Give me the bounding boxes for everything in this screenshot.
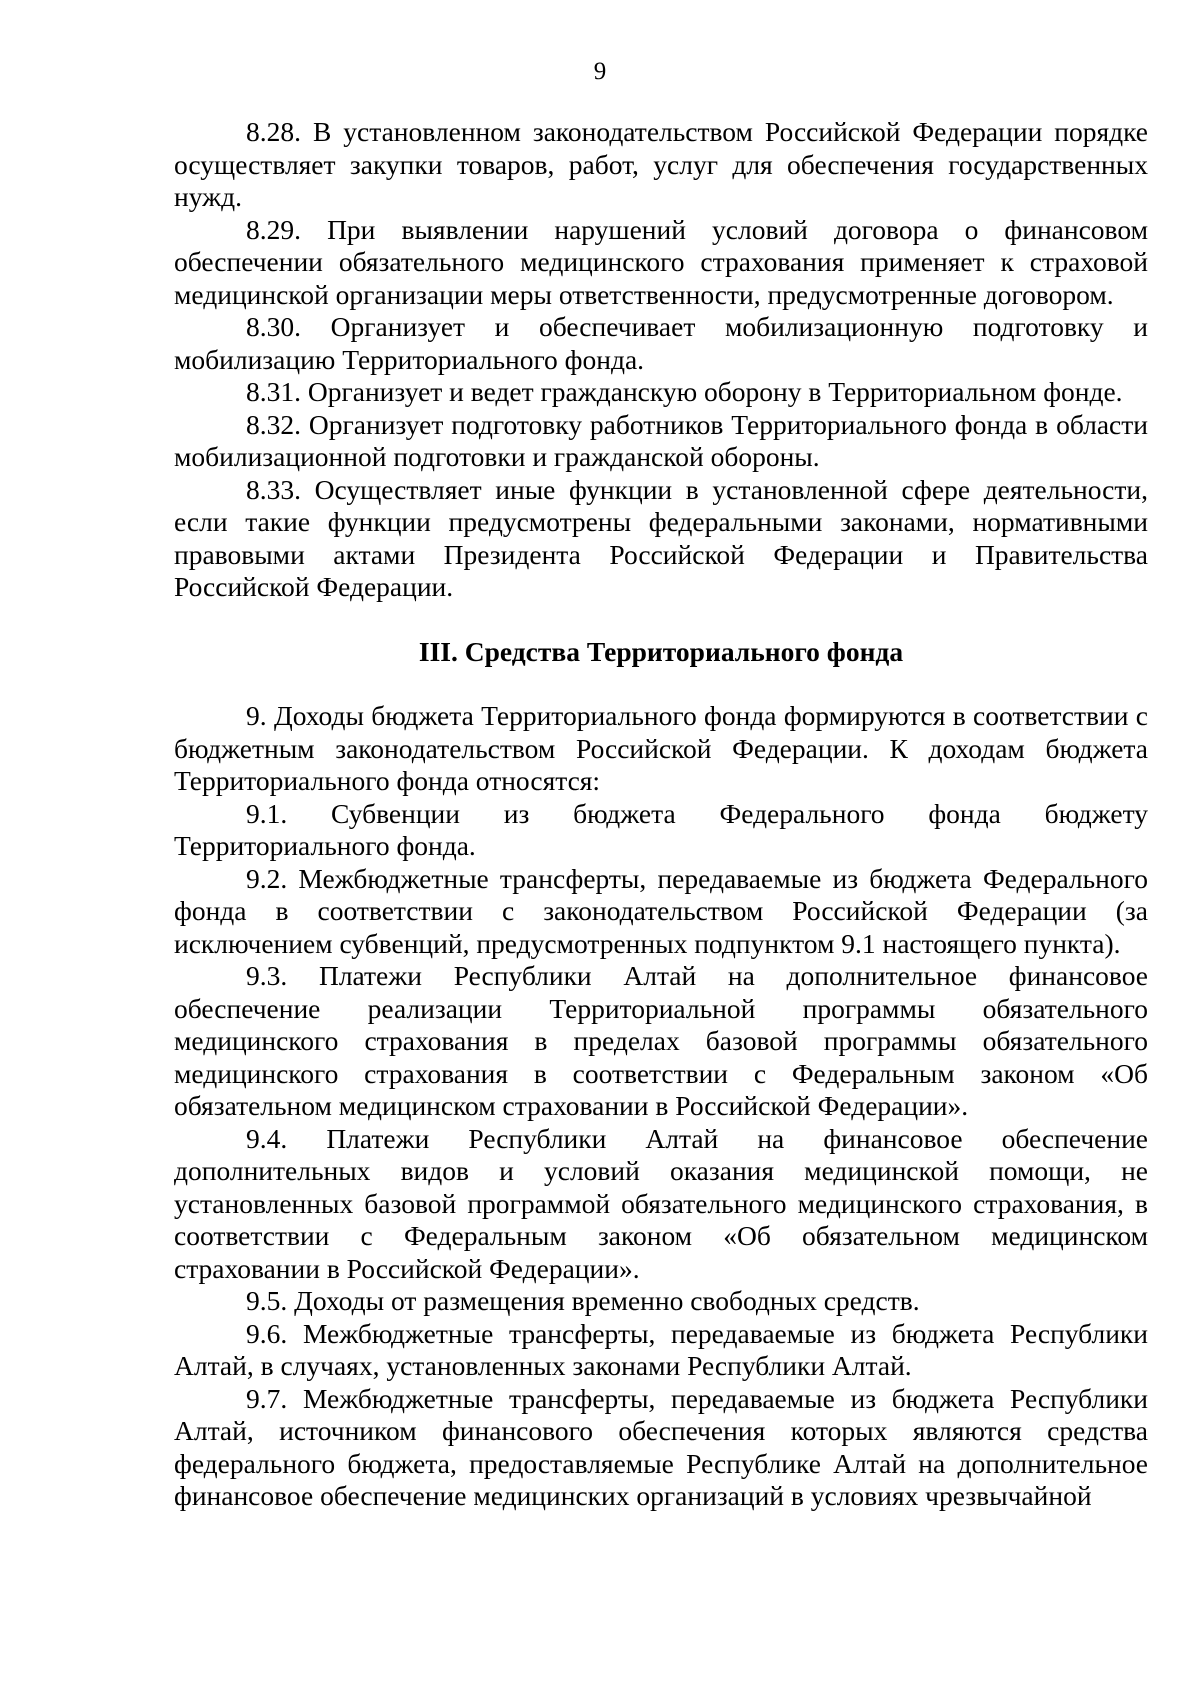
paragraph-9-4: 9.4. Платежи Республики Алтай на финансовое обеспечение дополнительных видов и условий оказания медицинской помощи, не установленных базовой программой обязательного медицинского страхования, в соответствии с Федеральным законом «Об обязательном медицинском страховании в Российской Федерации».: [174, 1122, 1148, 1284]
paragraph-9-2: 9.2. Межбюджетные трансферты, передаваемые из бюджета Федерального фонда в соответствии с законодательством Российской Федерации (за исключением субвенций, предусмотренных подпунктом 9.1 настоящего пункта).: [174, 862, 1148, 959]
paragraph-9-5: 9.5. Доходы от размещения временно свободных средств.: [246, 1285, 920, 1316]
paragraph-9-7: 9.7. Межбюджетные трансферты, передаваемые из бюджета Республики Алтай, источником финансового обеспечения которых являются средства федерального бюджета, предоставляемые Республике Алтай на дополнительное финансовое обеспечение медицинских организаций в условиях чрезвычайной: [174, 1382, 1148, 1511]
section-heading: III. Средства Территориального фонда: [418, 635, 904, 667]
page-number: 9: [593, 58, 607, 85]
paragraph-8-33: 8.33. Осуществляет иные функции в установленной сфере деятельности, если такие функции предусмотрены федеральными законами, нормативными правовыми актами Президента Российской Федерации и Правительства Российской Федерации.: [174, 473, 1148, 602]
document-body: [174, 116, 1148, 1513]
paragraph-8-32: 8.32. Организует подготовку работников Территориального фонда в области мобилизационной подготовки и гражданской обороны.: [174, 408, 1148, 472]
paragraph-8-30: 8.30. Организует и обеспечивает мобилизационную подготовку и мобилизацию Территориального фонда.: [174, 311, 1148, 375]
paragraph-8-29: 8.29. При выявлении нарушений условий договора о финансовом обеспечении обязательного медицинского страхования применяет к страховой медицинской организации меры ответственности, предусмотренные договором.: [174, 213, 1148, 310]
paragraph-9: 9. Доходы бюджета Территориального фонда формируются в соответствии с бюджетным законодательством Российской Федерации. К доходам бюджета Территориального фонда относятся:: [174, 700, 1148, 796]
paragraph-9-6: 9.6. Межбюджетные трансферты, передаваемые из бюджета Республики Алтай, в случаях, установленных законами Республики Алтай.: [174, 1317, 1148, 1381]
paragraph-8-31: 8.31. Организует и ведет гражданскую оборону в Территориальном фонде.: [246, 376, 1123, 407]
paragraph-8-28: 8.28. В установленном законодательством Российской Федерации порядке осуществляет закупки товаров, работ, услуг для обеспечения государственных нужд.: [174, 116, 1148, 212]
paragraph-9-1: 9.1. Субвенции из бюджета Федерального фонда бюджету Территориального фонда.: [174, 797, 1148, 861]
paragraph-9-3: 9.3. Платежи Республики Алтай на дополнительное финансовое обеспечение реализации Территориальной программы обязательного медицинского страхования в пределах базовой программы обязательного медицинского страхования в соответствии с Федеральным законом «Об обязательном медицинском страховании в Российской Федерации».: [174, 960, 1148, 1121]
